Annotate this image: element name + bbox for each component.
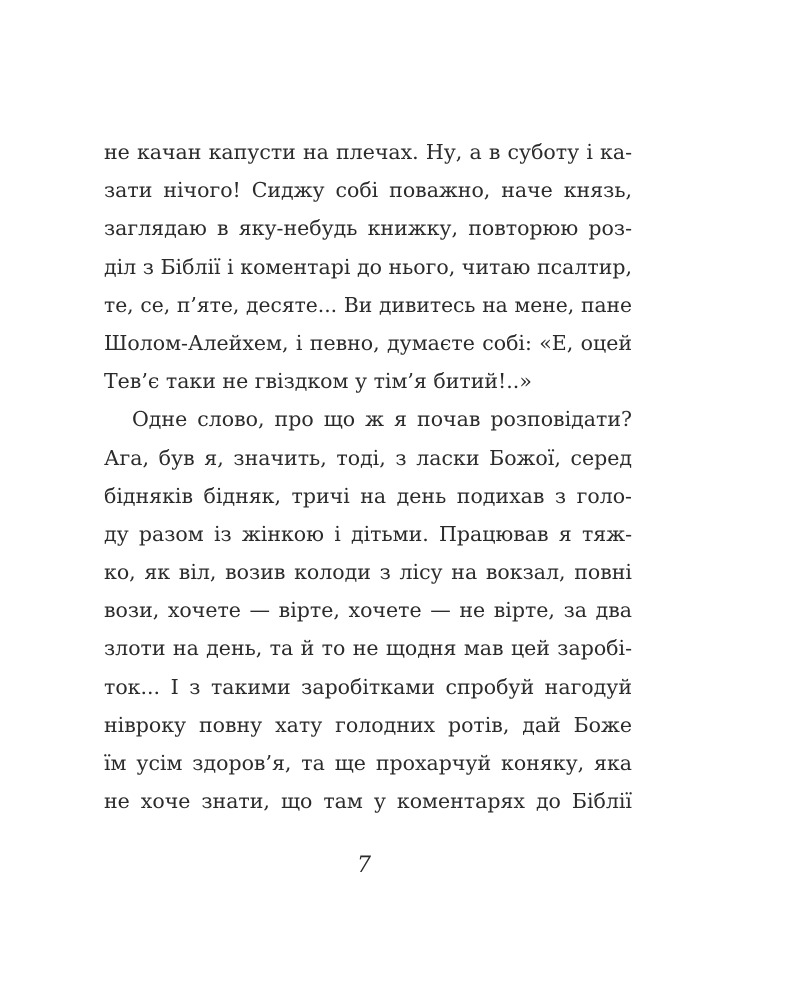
text-line: ток... І з такими заробітками спробуй нагодуй (104, 674, 632, 699)
text-line: Шолом-Алейхем, і певно, думаєте собі: «Е, оцей (104, 330, 632, 355)
text-line: вози, хочете — вірте, хочете — не вірте, за два (104, 598, 632, 623)
text-line: заглядаю в яку-небудь книжку, повторюю роз- (104, 216, 632, 241)
text-line: ко, як віл, возив колоди з лісу на вокзал, повні (104, 560, 632, 585)
text-line: їм усім здоров’я, та ще прохарчуй коняку, яка (104, 751, 632, 775)
text-line: злоти на день, та й то не щодня мав цей заробі- (104, 636, 632, 661)
text-line: Ага, був я, значить, тоді, з ласки Божої, серед (104, 445, 632, 470)
text-line: не хоче знати, що там у коментарях до Біблії (104, 789, 632, 814)
body-text (104, 133, 632, 820)
text-line: зати нічого! Сиджу собі поважно, наче князь, (104, 178, 632, 203)
text-line: не качан капусти на плечах. Ну, а в суботу і ка- (104, 140, 632, 164)
page-number: 7 (357, 853, 371, 878)
text-line: діл з Біблії і коментарі до нього, читаю псалтир, (104, 254, 632, 279)
text-line: Тев’є таки не гвіздком у тім’я битий!..» (104, 369, 532, 394)
text-line-indented: Одне слово, про що ж я почав розповідати? (132, 407, 632, 432)
text-line: те, се, п’яте, десяте... Ви дивитесь на мене, пане (104, 292, 632, 317)
text-line: ду разом із жінкою і дітьми. Працював я тяж- (104, 521, 632, 546)
text-line: нівроку повну хату голодних ротів, дай Боже (104, 712, 632, 737)
text-line: бідняків бідняк, тричі на день подихав з голо- (104, 483, 632, 508)
